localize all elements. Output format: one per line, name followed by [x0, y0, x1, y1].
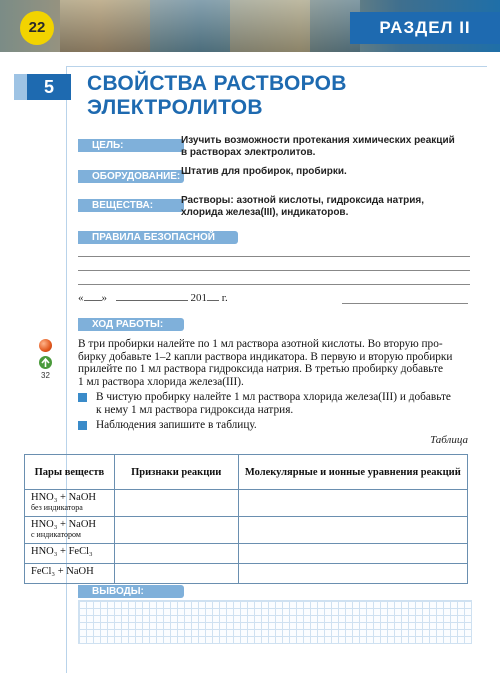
substances-text-line2: хлорида железа(III), индикаторов. [181, 207, 349, 218]
procedure-p1-line1: В три пробирки налейте по 1 мл раствора азотной кислоты. Во вторую про- [78, 338, 443, 350]
header-photo-2 [150, 0, 230, 52]
procedure-p1-line2: бирку добавьте 1–2 капли раствора индикатора. В первую и вторую пробирки [78, 350, 453, 363]
table-cell-equations[interactable] [238, 490, 467, 517]
equipment-text: Штатив для пробирок, пробирки. [181, 166, 347, 177]
experiment-icon [39, 339, 52, 352]
table-row [25, 564, 468, 584]
table-cell-equations[interactable] [238, 517, 467, 544]
table-cell-equations[interactable] [238, 544, 467, 564]
goal-label: ЦЕЛЬ: [78, 139, 184, 152]
lesson-title-line1: СВОЙСТВА РАСТВОРОВ [87, 72, 347, 95]
procedure-p1-line3: прилейте по 1 мл раствора гидроксида натрия. В третью пробирку добавьте [78, 363, 443, 376]
table-row [25, 544, 468, 564]
header-photo-1 [60, 0, 150, 52]
date-quote-open: « [78, 292, 84, 304]
table-row [25, 517, 468, 544]
table-cell-pair [25, 564, 115, 584]
reference-arrow-icon [39, 356, 52, 369]
goal-text [181, 135, 481, 159]
lesson-title [87, 72, 477, 120]
table-header-signs: Признаки реакции [114, 455, 238, 490]
safety-line-3[interactable] [78, 284, 470, 285]
table-cell-signs[interactable] [114, 544, 238, 564]
procedure-step-2 [96, 391, 470, 416]
table-header-pairs: Пары веществ [25, 455, 115, 490]
safety-line-1[interactable] [78, 256, 470, 257]
section-tag: РАЗДЕЛ II [350, 12, 500, 44]
pair-formula: FeCl₃ + NaOH [31, 566, 94, 577]
date-day-blank[interactable] [84, 300, 102, 301]
signature-line[interactable] [342, 303, 468, 304]
date-year-suffix: г. [221, 292, 228, 304]
table-row [25, 490, 468, 517]
equipment-label: ОБОРУДОВАНИЕ: [78, 170, 184, 183]
table-cell-signs[interactable] [114, 490, 238, 517]
substances-label: ВЕЩЕСТВА: [78, 199, 184, 212]
procedure-label: ХОД РАБОТЫ: [78, 318, 184, 331]
table-header-equations: Молекулярные и ионные уравнения реакций [238, 455, 467, 490]
pair-formula: HNO₃ + NaOH [31, 492, 96, 503]
lesson-number-accent [14, 74, 28, 100]
lesson-number: 5 [27, 74, 71, 100]
procedure-p1-line4: 1 мл раствора хлорида железа(III). [78, 375, 244, 388]
conclusions-label: ВЫВОДЫ: [78, 585, 184, 598]
table-cell-signs[interactable] [114, 564, 238, 584]
date-month-blank[interactable] [116, 300, 188, 301]
substances-text-line1: Растворы: азотной кислоты, гидроксида натрия, [181, 195, 424, 206]
table-cell-pair [25, 544, 115, 564]
conclusions-grid[interactable] [78, 600, 472, 644]
table-header-row [25, 455, 468, 490]
page-number-badge: 22 [20, 11, 54, 45]
table-cell-pair [25, 517, 115, 544]
date-year-blank[interactable] [207, 300, 219, 301]
date-quote-close: » [101, 292, 107, 304]
table-cell-pair [25, 490, 115, 517]
table-caption: Таблица [430, 434, 468, 446]
goal-text-line1: Изучить возможности протекания химических реакций [181, 135, 455, 146]
pair-note: без индикатора [31, 503, 83, 512]
procedure-paragraph-1 [78, 338, 470, 388]
date-field [78, 292, 228, 304]
date-year: 201 [190, 292, 207, 304]
pair-formula: HNO₃ + NaOH [31, 519, 96, 530]
procedure-step2-line2: к нему 1 мл раствора гидроксида натрия. [96, 403, 294, 416]
pair-formula: HNO₃ + FeCl₃ [31, 546, 93, 557]
substances-text [181, 195, 481, 219]
lesson-title-line2: ЭЛЕКТРОЛИТОВ [87, 96, 263, 119]
pair-note: с индикатором [31, 530, 81, 539]
table-cell-signs[interactable] [114, 517, 238, 544]
safety-label: ПРАВИЛА БЕЗОПАСНОЙ РАБОТЫ: [78, 231, 238, 244]
procedure-step-3: Наблюдения запишите в таблицу. [96, 419, 257, 431]
step-bullet-1 [78, 393, 87, 402]
procedure-step2-line1: В чистую пробирку налейте 1 мл раствора хлорида железа(III) и добавьте [96, 391, 451, 403]
safety-line-2[interactable] [78, 270, 470, 271]
goal-text-line2: в растворах электролитов. [181, 147, 316, 158]
header-photo-3 [230, 0, 310, 52]
step-bullet-2 [78, 421, 87, 430]
observation-table [24, 454, 468, 584]
table-cell-equations[interactable] [238, 564, 467, 584]
reference-page: 32 [41, 371, 50, 380]
